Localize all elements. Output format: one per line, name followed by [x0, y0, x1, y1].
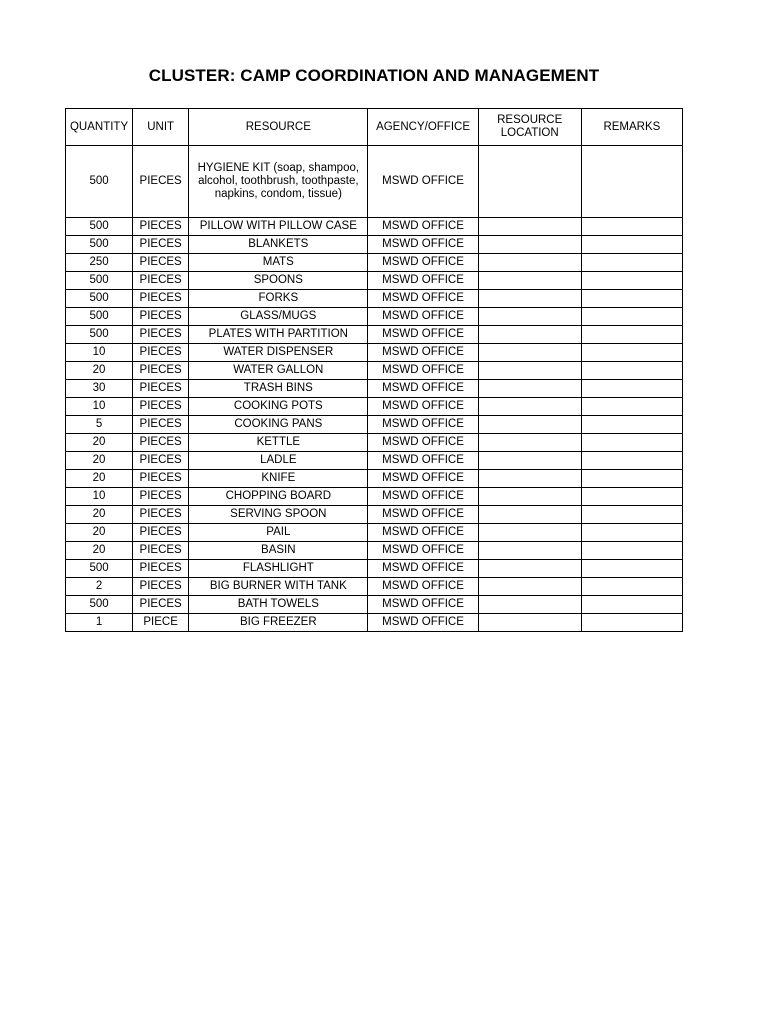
cell-agency: MSWD OFFICE [368, 596, 478, 614]
cell-resource: HYGIENE KIT (soap, shampoo, alcohol, toothbrush, toothpaste, napkins, condom, tissue) [189, 146, 368, 218]
table-row [66, 596, 683, 614]
cell-unit: PIECES [133, 290, 189, 308]
cell-location [478, 236, 581, 254]
table-row [66, 290, 683, 308]
cell-agency: MSWD OFFICE [368, 542, 478, 560]
cell-unit: PIECES [133, 218, 189, 236]
table-row [66, 452, 683, 470]
table-row [66, 434, 683, 452]
cell-quantity: 500 [66, 218, 133, 236]
cell-resource: WATER GALLON [189, 362, 368, 380]
table-row [66, 506, 683, 524]
cell-remarks [581, 614, 682, 632]
header-location: RESOURCE LOCATION [478, 109, 581, 146]
cell-unit: PIECES [133, 398, 189, 416]
table-row [66, 146, 683, 218]
table-row [66, 398, 683, 416]
cell-location [478, 524, 581, 542]
cell-agency: MSWD OFFICE [368, 506, 478, 524]
cell-unit: PIECES [133, 272, 189, 290]
cell-remarks [581, 470, 682, 488]
cell-agency: MSWD OFFICE [368, 272, 478, 290]
cell-unit: PIECES [133, 578, 189, 596]
cell-resource: SERVING SPOON [189, 506, 368, 524]
resource-table [65, 108, 683, 632]
cell-resource: COOKING POTS [189, 398, 368, 416]
cell-resource: SPOONS [189, 272, 368, 290]
cell-quantity: 10 [66, 488, 133, 506]
cell-quantity: 20 [66, 506, 133, 524]
cell-resource: LADLE [189, 452, 368, 470]
cell-agency: MSWD OFFICE [368, 470, 478, 488]
cell-location [478, 290, 581, 308]
cell-remarks [581, 236, 682, 254]
cell-location [478, 470, 581, 488]
cell-remarks [581, 488, 682, 506]
cell-remarks [581, 146, 682, 218]
cell-location [478, 344, 581, 362]
cell-agency: MSWD OFFICE [368, 344, 478, 362]
cell-agency: MSWD OFFICE [368, 452, 478, 470]
cell-unit: PIECES [133, 416, 189, 434]
table-row [66, 614, 683, 632]
cell-remarks [581, 272, 682, 290]
cell-remarks [581, 416, 682, 434]
cell-location [478, 254, 581, 272]
cell-remarks [581, 506, 682, 524]
cell-resource: TRASH BINS [189, 380, 368, 398]
header-unit: UNIT [133, 109, 189, 146]
cell-resource: CHOPPING BOARD [189, 488, 368, 506]
cell-remarks [581, 362, 682, 380]
table-row [66, 308, 683, 326]
cell-quantity: 500 [66, 272, 133, 290]
cell-unit: PIECES [133, 326, 189, 344]
cell-agency: MSWD OFFICE [368, 146, 478, 218]
cell-agency: MSWD OFFICE [368, 416, 478, 434]
cell-resource: KETTLE [189, 434, 368, 452]
table-body [66, 146, 683, 632]
table-row [66, 488, 683, 506]
cell-remarks [581, 218, 682, 236]
cell-agency: MSWD OFFICE [368, 308, 478, 326]
page-title: CLUSTER: CAMP COORDINATION AND MANAGEMENT [148, 66, 600, 85]
cell-remarks [581, 524, 682, 542]
cell-location [478, 488, 581, 506]
table-row [66, 236, 683, 254]
cell-location [478, 596, 581, 614]
cell-resource: BATH TOWELS [189, 596, 368, 614]
header-agency: AGENCY/OFFICE [368, 109, 478, 146]
cell-quantity: 20 [66, 524, 133, 542]
cell-agency: MSWD OFFICE [368, 380, 478, 398]
cell-remarks [581, 380, 682, 398]
cell-resource: BASIN [189, 542, 368, 560]
cell-resource: BLANKETS [189, 236, 368, 254]
cell-agency: MSWD OFFICE [368, 218, 478, 236]
cell-location [478, 398, 581, 416]
cell-quantity: 500 [66, 146, 133, 218]
cell-resource: PILLOW WITH PILLOW CASE [189, 218, 368, 236]
cell-unit: PIECES [133, 470, 189, 488]
cell-agency: MSWD OFFICE [368, 236, 478, 254]
cell-unit: PIECES [133, 362, 189, 380]
cell-quantity: 10 [66, 344, 133, 362]
cell-quantity: 500 [66, 308, 133, 326]
cell-unit: PIECES [133, 524, 189, 542]
cell-unit: PIECES [133, 308, 189, 326]
cell-quantity: 250 [66, 254, 133, 272]
cell-location [478, 146, 581, 218]
cell-remarks [581, 308, 682, 326]
cell-remarks [581, 452, 682, 470]
header-quantity: QUANTITY [66, 109, 133, 146]
cell-agency: MSWD OFFICE [368, 290, 478, 308]
cell-quantity: 20 [66, 470, 133, 488]
cell-resource: KNIFE [189, 470, 368, 488]
cell-location [478, 434, 581, 452]
table-row [66, 470, 683, 488]
cell-resource: FORKS [189, 290, 368, 308]
cell-remarks [581, 254, 682, 272]
cell-agency: MSWD OFFICE [368, 614, 478, 632]
cell-resource: PAIL [189, 524, 368, 542]
cell-unit: PIECES [133, 506, 189, 524]
cell-location [478, 542, 581, 560]
cell-quantity: 500 [66, 236, 133, 254]
table-row [66, 380, 683, 398]
cell-remarks [581, 290, 682, 308]
cell-unit: PIECES [133, 236, 189, 254]
cell-agency: MSWD OFFICE [368, 434, 478, 452]
cell-quantity: 500 [66, 596, 133, 614]
cell-location [478, 362, 581, 380]
cell-unit: PIECE [133, 614, 189, 632]
cell-quantity: 500 [66, 326, 133, 344]
cell-unit: PIECES [133, 254, 189, 272]
cell-quantity: 20 [66, 452, 133, 470]
cell-remarks [581, 596, 682, 614]
table-row [66, 560, 683, 578]
table-row [66, 254, 683, 272]
cell-location [478, 578, 581, 596]
cell-unit: PIECES [133, 434, 189, 452]
cell-quantity: 20 [66, 542, 133, 560]
table-row [66, 542, 683, 560]
cell-resource: MATS [189, 254, 368, 272]
cell-resource: GLASS/MUGS [189, 308, 368, 326]
table-row [66, 524, 683, 542]
cell-agency: MSWD OFFICE [368, 254, 478, 272]
cell-unit: PIECES [133, 596, 189, 614]
cell-resource: COOKING PANS [189, 416, 368, 434]
cell-remarks [581, 326, 682, 344]
cell-remarks [581, 560, 682, 578]
cell-location [478, 416, 581, 434]
cell-remarks [581, 344, 682, 362]
cell-location [478, 452, 581, 470]
cell-agency: MSWD OFFICE [368, 398, 478, 416]
cell-remarks [581, 578, 682, 596]
table-row [66, 218, 683, 236]
cell-location [478, 614, 581, 632]
cell-location [478, 380, 581, 398]
cell-resource: FLASHLIGHT [189, 560, 368, 578]
cell-quantity: 20 [66, 434, 133, 452]
header-row [66, 109, 683, 146]
cell-unit: PIECES [133, 452, 189, 470]
cell-quantity: 10 [66, 398, 133, 416]
table-row [66, 344, 683, 362]
cell-quantity: 1 [66, 614, 133, 632]
cell-location [478, 326, 581, 344]
table-header [66, 109, 683, 146]
table-row [66, 416, 683, 434]
cell-quantity: 2 [66, 578, 133, 596]
table-row [66, 578, 683, 596]
table-row [66, 362, 683, 380]
cell-remarks [581, 542, 682, 560]
cell-resource: WATER DISPENSER [189, 344, 368, 362]
cell-agency: MSWD OFFICE [368, 326, 478, 344]
header-resource: RESOURCE [189, 109, 368, 146]
cell-quantity: 20 [66, 362, 133, 380]
cell-unit: PIECES [133, 380, 189, 398]
cell-location [478, 308, 581, 326]
cell-unit: PIECES [133, 488, 189, 506]
cell-unit: PIECES [133, 560, 189, 578]
cell-agency: MSWD OFFICE [368, 560, 478, 578]
cell-unit: PIECES [133, 542, 189, 560]
cell-location [478, 506, 581, 524]
cell-remarks [581, 434, 682, 452]
cell-location [478, 560, 581, 578]
cell-unit: PIECES [133, 344, 189, 362]
table-row [66, 272, 683, 290]
cell-agency: MSWD OFFICE [368, 524, 478, 542]
cell-quantity: 30 [66, 380, 133, 398]
table-row [66, 326, 683, 344]
cell-resource: BIG FREEZER [189, 614, 368, 632]
cell-agency: MSWD OFFICE [368, 488, 478, 506]
cell-resource: BIG BURNER WITH TANK [189, 578, 368, 596]
cell-quantity: 500 [66, 290, 133, 308]
cell-quantity: 5 [66, 416, 133, 434]
cell-agency: MSWD OFFICE [368, 362, 478, 380]
cell-unit: PIECES [133, 146, 189, 218]
cell-location [478, 218, 581, 236]
cell-quantity: 500 [66, 560, 133, 578]
cell-remarks [581, 398, 682, 416]
cell-agency: MSWD OFFICE [368, 578, 478, 596]
header-remarks: REMARKS [581, 109, 682, 146]
cell-location [478, 272, 581, 290]
cell-resource: PLATES WITH PARTITION [189, 326, 368, 344]
